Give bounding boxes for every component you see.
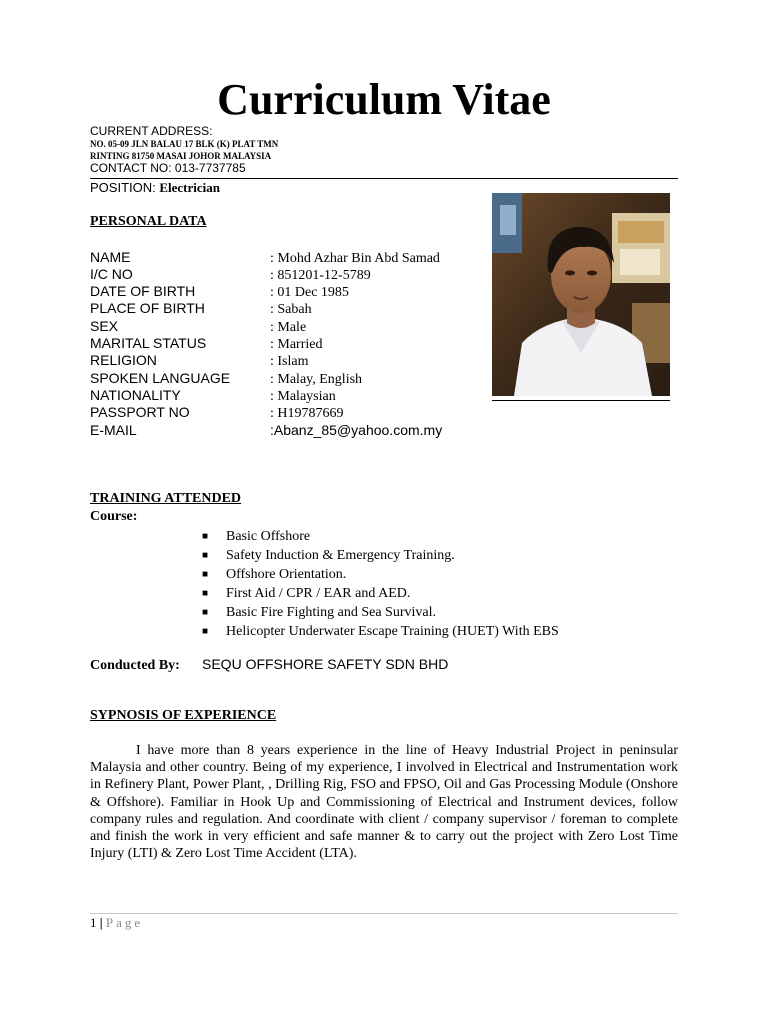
row-key: I/C NO	[90, 266, 133, 282]
row-value: : Islam	[270, 354, 309, 369]
personal-row-name	[90, 249, 440, 267]
course-text: Safety Induction & Emergency Training.	[226, 548, 455, 563]
personal-row-passport	[90, 404, 344, 422]
row-value: : Married	[270, 337, 323, 352]
list-item	[202, 622, 559, 641]
row-value: : Malay, English	[270, 372, 363, 387]
page-word: Page	[105, 915, 144, 930]
row-value: : 01 Dec 1985	[270, 285, 349, 300]
row-key: PLACE OF BIRTH	[90, 300, 205, 316]
page-number: 1	[90, 915, 97, 930]
row-key: NATIONALITY	[90, 387, 181, 403]
personal-row-ic	[90, 266, 371, 284]
row-value: : H19787669	[270, 406, 344, 421]
personal-row-marital	[90, 335, 322, 353]
row-value: :Abanz_85@yahoo.com.my	[270, 422, 443, 438]
experience-paragraph: I have more than 8 years experience in the line of Heavy Industrial Project in peninsular Malaysia and other country. Being of my experience, I involved in Electrical and Instrumentation work in Refinery Plant, Power Plant, , Drilling Rig, FSO and FPSO, Oil and Gas Processing Module (Onshore & Offshore). Familiar in Hook Up and Commissioning of Electrical and Instrument devices, follow company rules and regulation. And coordinate with client / company supervisor / foreman to complete and finish the work in very efficient and safe manner & to carry out the project with Zero Lost Time Injury (LTI) & Zero Lost Time Accident (LTA).	[90, 743, 678, 862]
row-key: MARITAL STATUS	[90, 335, 207, 351]
course-label: Course:	[90, 509, 138, 524]
row-value: : Malaysian	[270, 389, 336, 404]
course-text: Offshore Orientation.	[226, 567, 347, 582]
personal-row-pob	[90, 300, 312, 318]
training-heading: TRAINING ATTENDED	[90, 491, 242, 506]
page-footer	[90, 915, 143, 931]
address-block	[90, 125, 278, 175]
list-item	[202, 527, 559, 546]
list-item	[202, 603, 559, 622]
row-key: PASSPORT NO	[90, 404, 190, 420]
bullet-icon: ■	[202, 531, 209, 542]
address-label: CURRENT ADDRESS:	[90, 124, 213, 138]
row-value: : Male	[270, 320, 307, 335]
position-line	[90, 180, 220, 196]
course-list	[202, 527, 559, 641]
personal-row-dob	[90, 283, 349, 301]
bullet-icon: ■	[202, 588, 209, 599]
course-text: Helicopter Underwater Escape Training (HUET) With EBS	[226, 624, 559, 639]
list-item	[202, 546, 559, 565]
personal-data-heading: PERSONAL DATA	[90, 214, 207, 229]
bullet-icon: ■	[202, 626, 209, 637]
position-value: Electrician	[159, 180, 221, 195]
experience-heading: SYPNOSIS OF EXPERIENCE	[90, 708, 277, 723]
conducted-by-line	[90, 656, 448, 674]
position-label: POSITION:	[90, 180, 156, 195]
contact-number: CONTACT NO: 013-7737785	[90, 161, 246, 175]
row-value: : Mohd Azhar Bin Abd Samad	[270, 251, 440, 266]
bullet-icon: ■	[202, 569, 209, 580]
personal-row-sex	[90, 318, 306, 336]
address-line-2: RINTING 81750 MASAI JOHOR MALAYSIA	[90, 151, 272, 161]
document-title: Curriculum Vitae	[217, 75, 551, 124]
row-key: SEX	[90, 318, 119, 334]
profile-photo	[492, 193, 670, 396]
profile-photo-image	[492, 193, 670, 396]
conducted-label: Conducted By:	[90, 658, 180, 673]
bullet-icon: ■	[202, 550, 209, 561]
course-text: Basic Offshore	[226, 529, 311, 544]
footer-divider	[90, 913, 678, 914]
row-key: SPOKEN LANGUAGE	[90, 370, 231, 386]
photo-divider	[492, 400, 670, 401]
personal-row-nationality	[90, 387, 336, 405]
course-text: First Aid / CPR / EAR and AED.	[226, 586, 411, 601]
conducted-value: SEQU OFFSHORE SAFETY SDN BHD	[202, 656, 449, 672]
header-divider	[90, 178, 678, 179]
list-item	[202, 584, 559, 603]
page-separator: |	[99, 915, 103, 930]
row-key: DATE OF BIRTH	[90, 283, 196, 299]
row-value: : Sabah	[270, 302, 312, 317]
row-key: E-MAIL	[90, 422, 137, 438]
row-value: : 851201-12-5789	[270, 268, 371, 283]
personal-row-email	[90, 422, 442, 439]
row-key: RELIGION	[90, 352, 157, 368]
personal-row-religion	[90, 352, 309, 370]
personal-row-language	[90, 370, 362, 388]
row-key: NAME	[90, 249, 131, 265]
course-text: Basic Fire Fighting and Sea Survival.	[226, 605, 436, 620]
address-line-1: NO. 05-09 JLN BALAU 17 BLK (K) PLAT TMN	[90, 139, 279, 149]
bullet-icon: ■	[202, 607, 209, 618]
list-item	[202, 565, 559, 584]
